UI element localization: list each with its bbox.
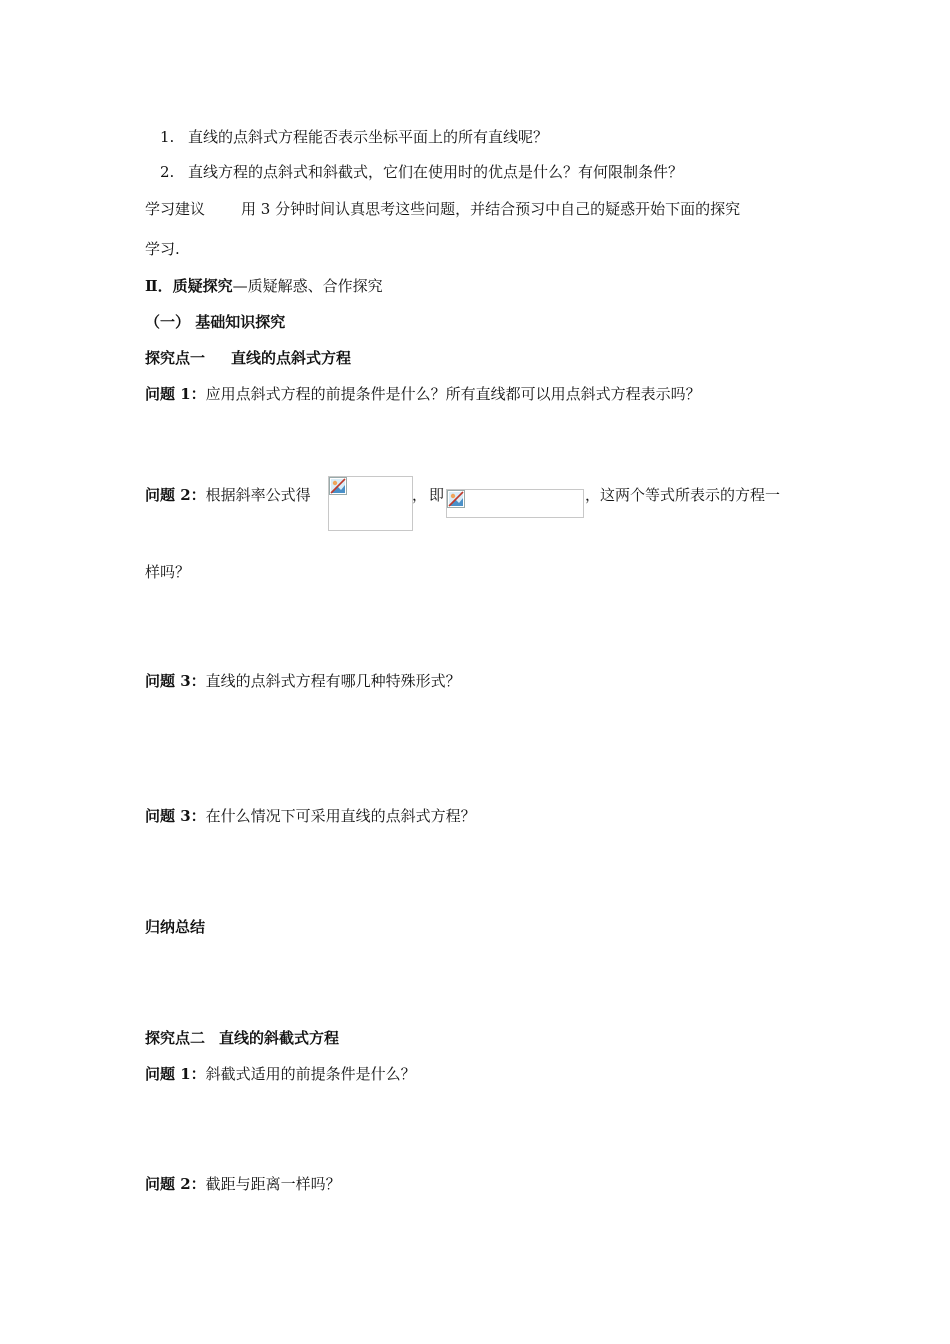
section-heading-rest: —质疑解惑、合作探究: [232, 277, 383, 295]
explore2-question-1: [145, 1064, 416, 1084]
question-text: 根据斜率公式得: [205, 486, 311, 504]
question-text: 直线的点斜式方程有哪几种特殊形式？: [205, 672, 461, 690]
question-text: 截距与距离一样吗？: [205, 1175, 341, 1193]
intro-question-1: [160, 127, 548, 147]
explore1-question-1: [145, 384, 701, 404]
question-label: 问题 1：: [145, 1065, 206, 1083]
explore-point-2-title: [145, 1028, 339, 1048]
explore-point-1-title: [145, 348, 351, 368]
study-advice-continued: 学习.: [145, 240, 180, 258]
question-label: 问题 3：: [145, 807, 206, 825]
formula-image-1: [328, 476, 413, 531]
question-number: 1.: [160, 128, 175, 146]
explore-label: 探究点二: [145, 1029, 206, 1047]
advice-label: 学习建议: [145, 200, 206, 218]
question-text: 斜截式适用的前提条件是什么？: [205, 1065, 416, 1083]
question-text: 应用点斜式方程的前提条件是什么？所有直线都可以用点斜式方程表示吗？: [205, 385, 701, 403]
explore2-question-2: [145, 1174, 341, 1194]
question-text: 直线方程的点斜式和斜截式，它们在使用时的优点是什么？有何限制条件？: [188, 163, 684, 181]
explore-topic: 直线的点斜式方程: [231, 349, 352, 367]
section-heading: [145, 276, 383, 296]
summary-heading: 归纳总结: [145, 918, 206, 936]
explore1-question-2: [145, 485, 311, 505]
question-text: 直线的点斜式方程能否表示坐标平面上的所有直线呢？: [188, 128, 549, 146]
explore-topic: 直线的斜截式方程: [219, 1029, 340, 1047]
intro-question-2: [160, 162, 683, 182]
question-label: 问题 3：: [145, 672, 206, 690]
explore-label: 探究点一: [145, 349, 206, 367]
comma-1: ，: [412, 486, 428, 504]
advice-text: 用 3 分钟时间认真思考这些问题，并结合预习中自己的疑惑开始下面的探究: [241, 200, 741, 218]
explore1-question-4: [145, 806, 476, 826]
question-label: 问题 2：: [145, 1175, 206, 1193]
broken-image-icon: [447, 490, 465, 508]
explore1-question-3: [145, 671, 461, 691]
study-advice: [145, 199, 740, 219]
question-text-c: ，这两个等式所表示的方程一: [585, 486, 781, 504]
subsection-heading: （一） 基础知识探究: [145, 313, 286, 331]
question-text-d: 样吗？: [145, 563, 191, 581]
formula-image-2: [446, 489, 584, 518]
question-label: 问题 1：: [145, 385, 206, 403]
broken-image-icon: [329, 477, 347, 495]
question-text: 在什么情况下可采用直线的点斜式方程？: [205, 807, 476, 825]
question-text-b: 即: [429, 486, 445, 504]
question-label: 问题 2：: [145, 486, 206, 504]
question-number: 2.: [160, 163, 175, 181]
section-heading-bold: Ⅱ．质疑探究: [145, 277, 233, 295]
